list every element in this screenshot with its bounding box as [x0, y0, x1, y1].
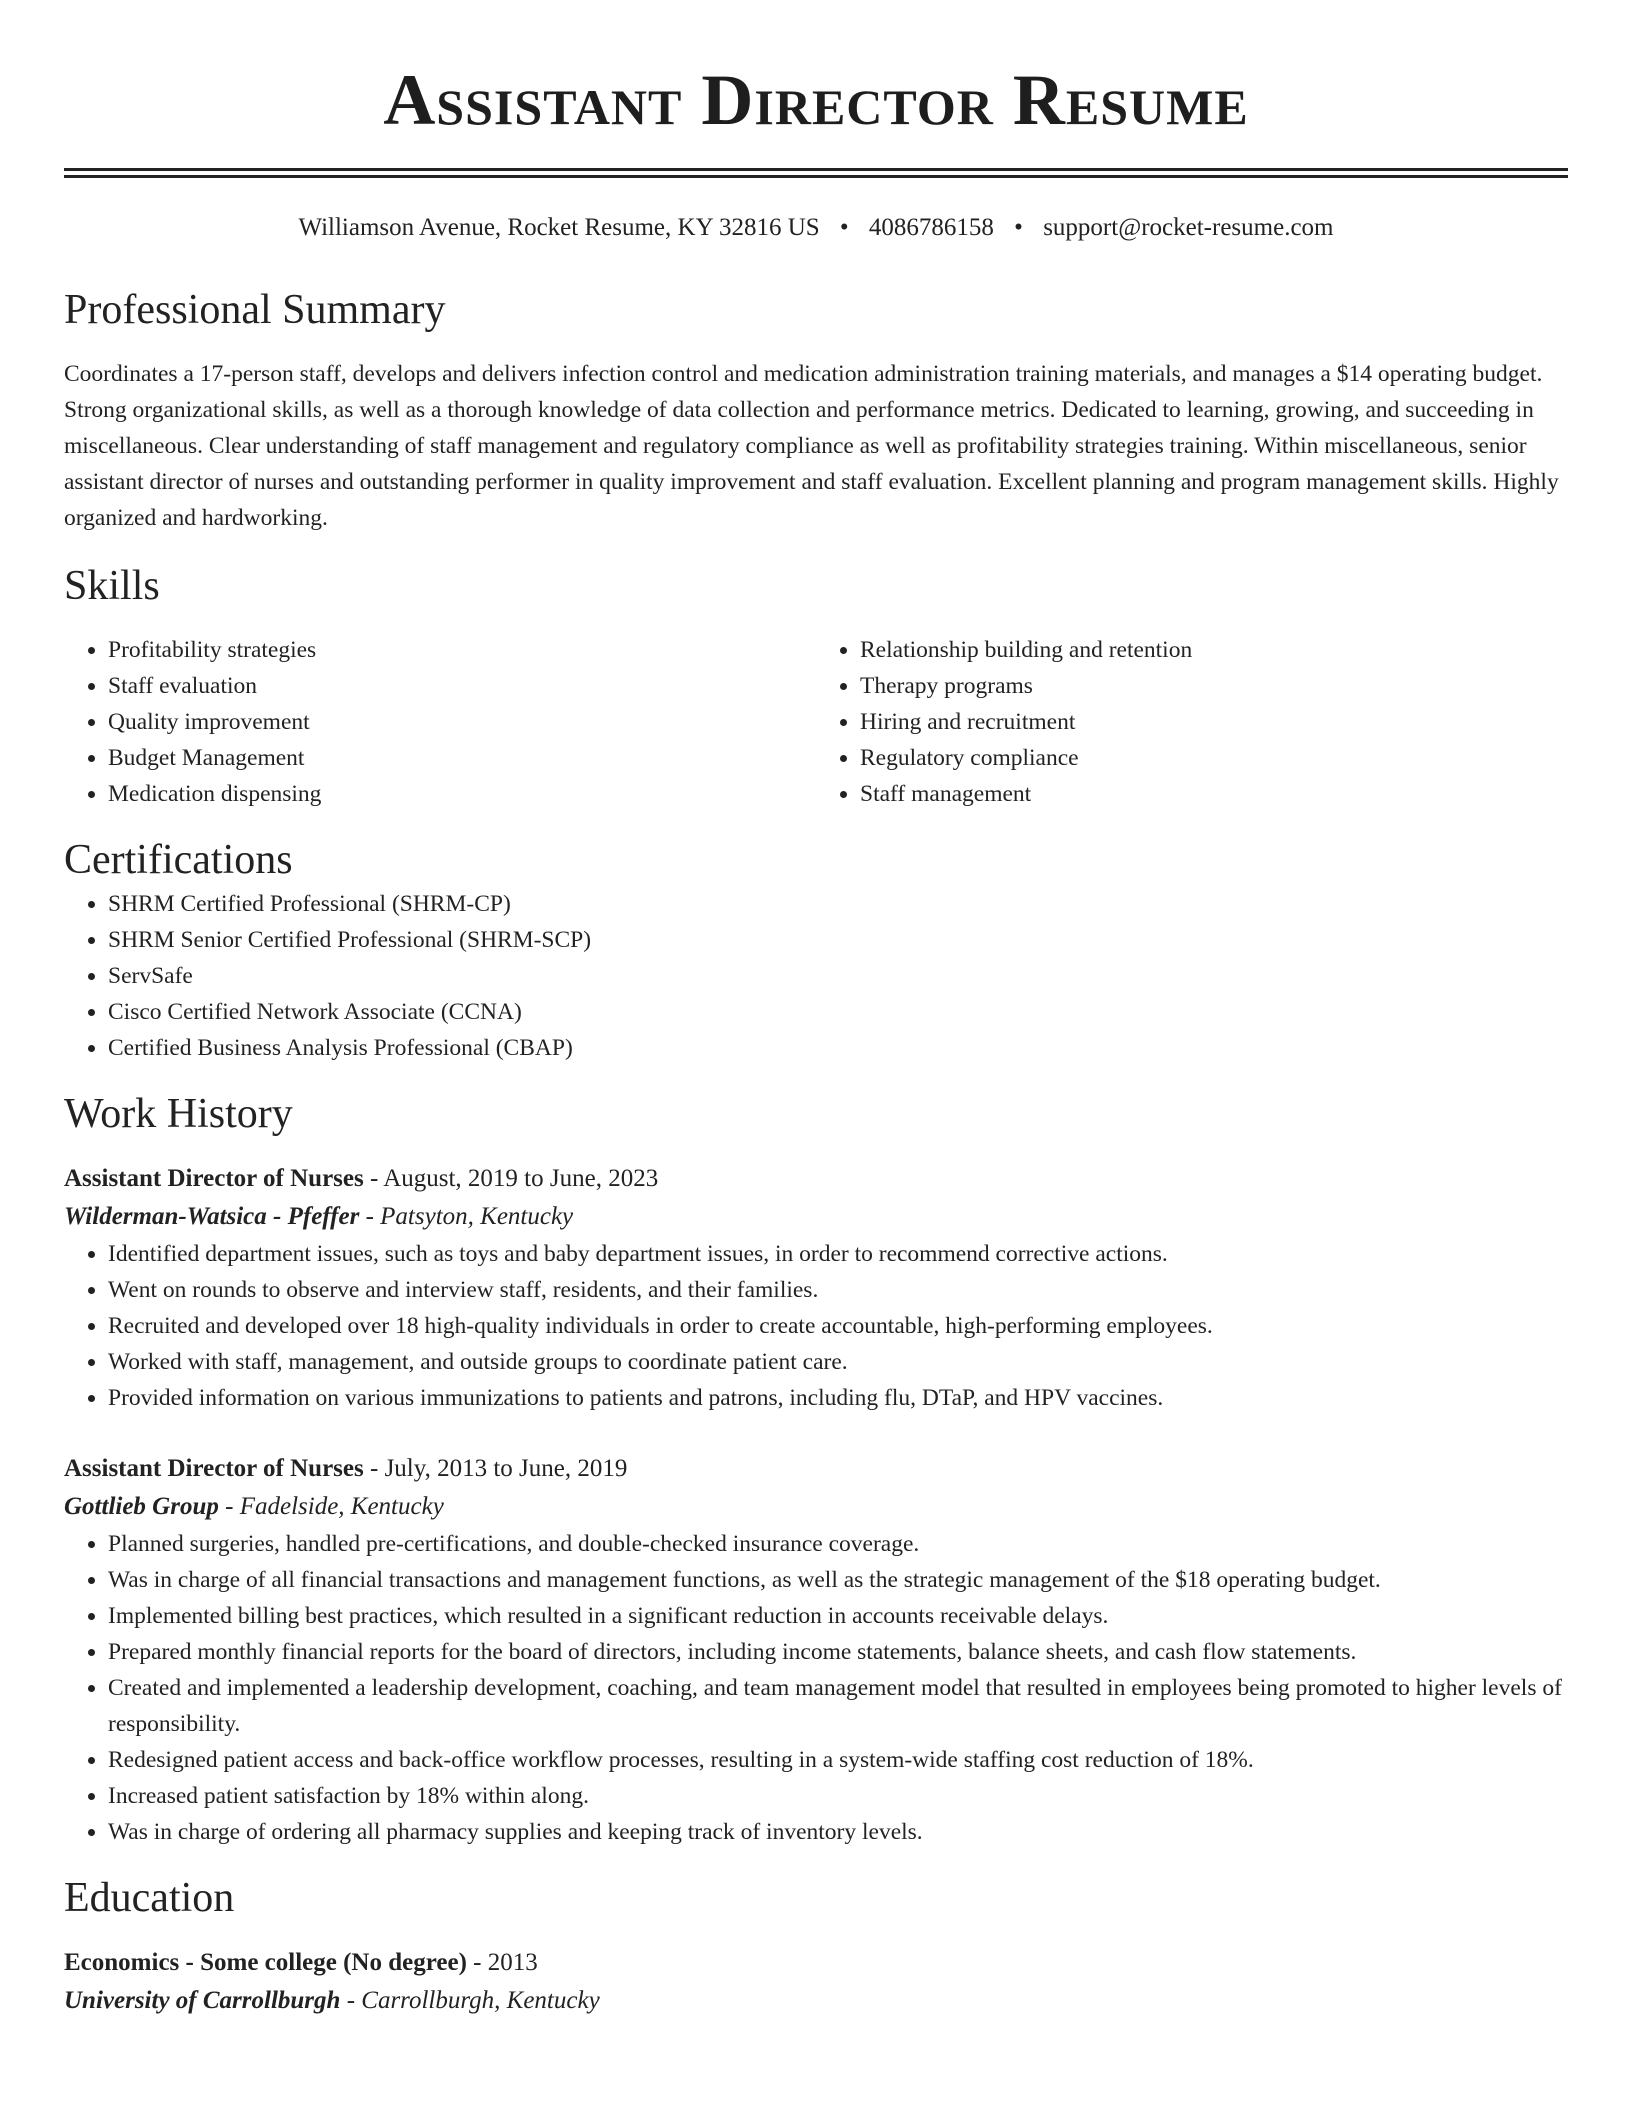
job-location: Fadelside, Kentucky [239, 1493, 444, 1520]
job-bullet: • Was in charge of ordering all pharmacy supplies and keeping track of inventory levels. [108, 1814, 1568, 1850]
job-company: Gottlieb Group [64, 1493, 219, 1520]
job-employer-line [64, 1488, 1568, 1526]
job-role: Assistant Director of Nurses [64, 1455, 364, 1482]
skill-item: • Staff management [860, 776, 1568, 812]
job-bullet-list [64, 1526, 1568, 1850]
job-bullet: • Created and implemented a leadership development, coaching, and team management model that resulted in employees being promoted to higher levels of responsibility. [108, 1670, 1568, 1742]
job-entry [64, 1450, 1568, 1850]
certifications-heading: Certifications [64, 837, 293, 883]
job-bullet: • Recruited and developed over 18 high-quality individuals in order to create accountable, high-performing employees. [108, 1308, 1568, 1344]
education-year: 2013 [487, 1949, 538, 1976]
job-location: Patsyton, Kentucky [380, 1203, 574, 1230]
resume-page [64, 0, 1568, 2020]
skills-grid [64, 632, 1568, 812]
skill-item: • Quality improvement [108, 704, 816, 740]
contact-separator-bullet: • [839, 214, 849, 241]
skills-list-right [816, 632, 1568, 812]
skill-item: • Profitability strategies [108, 632, 816, 668]
summary-text: Coordinates a 17-person staff, develops and delivers infection control and medication administration training materials, and manages a $14 operating budget. Strong organizational skills, as well as a thorough knowledge of data collection and performance metrics. Dedicated to learning, growing, and succeeding in miscellaneous. Clear understanding of staff management and regulatory compliance as well as profitability strategies training. Within miscellaneous, senior assistant director of nurses and outstanding performer in quality improvement and staff evaluation. Excellent planning and program management skills. Highly organized and hardworking. [64, 361, 1559, 531]
education-degree: Economics - Some college (No degree) [64, 1949, 467, 1976]
skill-item: • Medication dispensing [108, 776, 816, 812]
education-dash: - [466, 1949, 488, 1976]
job-dates: July, 2013 to June, 2019 [384, 1455, 628, 1482]
job-role: Assistant Director of Nurses [64, 1165, 364, 1192]
resume-title: Assistant Director Resume [383, 60, 1249, 140]
contact-phone: 4086786158 [868, 214, 994, 241]
job-bullet: • Worked with staff, management, and outside groups to coordinate patient care. [108, 1344, 1568, 1380]
certification-item: • ServSafe [108, 958, 1568, 994]
job-bullet: • Identified department issues, such as toys and baby department issues, in order to recommend corrective actions. [108, 1236, 1568, 1272]
education-school: University of Carrollburgh [64, 1987, 341, 2014]
skills-column-right [816, 632, 1568, 812]
skill-item: • Regulatory compliance [860, 740, 1568, 776]
job-bullet: • Provided information on various immunizations to patients and patrons, including flu, DTaP, and HPV vaccines. [108, 1380, 1568, 1416]
contact-line [64, 212, 1568, 244]
job-dash: - [363, 1455, 385, 1482]
certification-item: • SHRM Certified Professional (SHRM-CP) [108, 886, 1568, 922]
work-history-heading: Work History [64, 1091, 293, 1137]
education-entry [64, 1944, 1568, 2020]
job-bullet: • Planned surgeries, handled pre-certifications, and double-checked insurance coverage. [108, 1526, 1568, 1562]
job-title-line [64, 1160, 1568, 1198]
job-bullet-list [64, 1236, 1568, 1416]
contact-address: Williamson Avenue, Rocket Resume, KY 32816 US [298, 214, 820, 241]
job-bullet: • Was in charge of all financial transactions and management functions, as well as the strategic management of the $18 operating budget. [108, 1562, 1568, 1598]
job-dash: - [363, 1165, 384, 1192]
title-double-rule [64, 168, 1568, 178]
education-heading: Education [64, 1875, 235, 1921]
job-bullet: • Prepared monthly financial reports for the board of directors, including income statements, balance sheets, and cash flow statements. [108, 1634, 1568, 1670]
job-title-line [64, 1450, 1568, 1488]
job-entry [64, 1160, 1568, 1416]
skill-item: • Therapy programs [860, 668, 1568, 704]
certification-item: • Certified Business Analysis Professional (CBAP) [108, 1030, 1568, 1066]
skills-list-left [64, 632, 816, 812]
skill-item: • Hiring and recruitment [860, 704, 1568, 740]
skills-heading: Skills [64, 563, 160, 609]
job-dash: - [218, 1493, 240, 1520]
skill-item: • Budget Management [108, 740, 816, 776]
education-degree-line [64, 1944, 1568, 1982]
job-bullet: • Increased patient satisfaction by 18% within along. [108, 1778, 1568, 1814]
certifications-list [64, 886, 1568, 1066]
education-school-line [64, 1982, 1568, 2020]
job-dates: August, 2019 to June, 2023 [383, 1165, 659, 1192]
job-employer-line [64, 1198, 1568, 1236]
education-location: Carrollburgh, Kentucky [361, 1987, 600, 2014]
certification-item: • Cisco Certified Network Associate (CCNA) [108, 994, 1568, 1030]
job-dash: - [359, 1203, 381, 1230]
contact-email: support@rocket-resume.com [1043, 214, 1334, 241]
summary-heading: Professional Summary [64, 287, 446, 333]
job-bullet: • Redesigned patient access and back-office workflow processes, resulting in a system-wide staffing cost reduction of 18%. [108, 1742, 1568, 1778]
education-dash: - [340, 1987, 362, 2014]
contact-separator-bullet: • [1014, 214, 1023, 241]
job-bullet: • Implemented billing best practices, which resulted in a significant reduction in accounts receivable delays. [108, 1598, 1568, 1634]
job-bullet: • Went on rounds to observe and interview staff, residents, and their families. [108, 1272, 1568, 1308]
skill-item: • Relationship building and retention [860, 632, 1568, 668]
certification-item: • SHRM Senior Certified Professional (SHRM-SCP) [108, 922, 1568, 958]
job-company: Wilderman-Watsica - Pfeffer [64, 1203, 360, 1230]
skill-item: • Staff evaluation [108, 668, 816, 704]
skills-column-left [64, 632, 816, 812]
